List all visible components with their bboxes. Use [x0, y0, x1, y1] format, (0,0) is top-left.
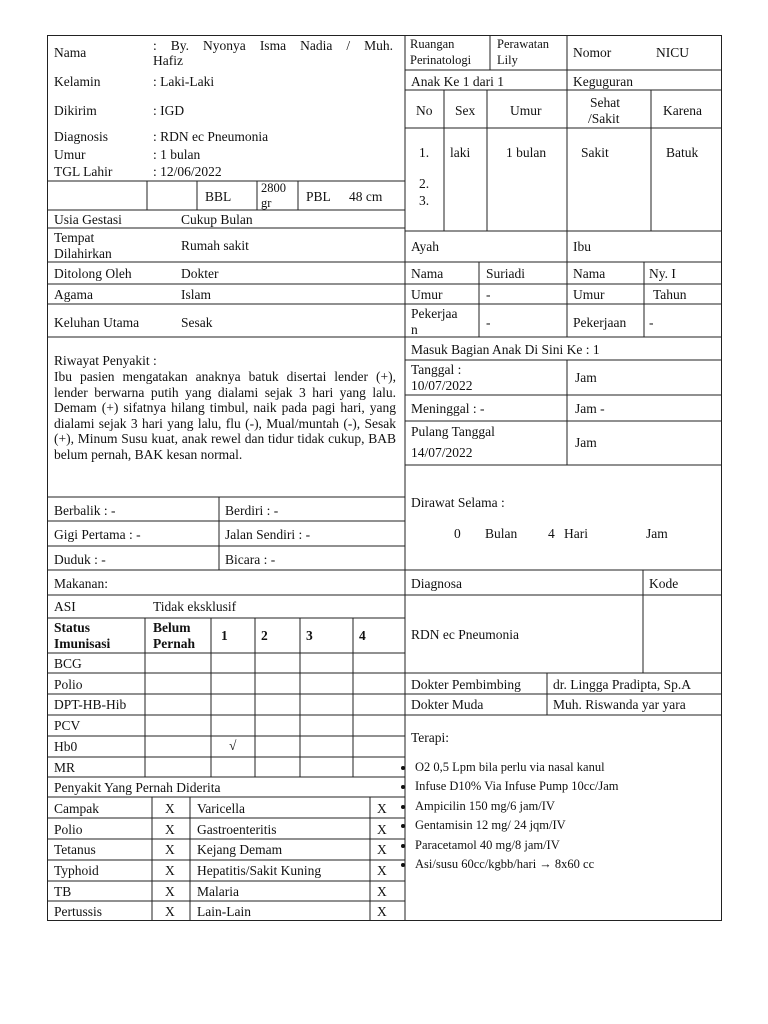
- terapi-item: • O2 0,5 Lpm bila perlu via nasal kanul: [415, 758, 619, 777]
- ayah-nama-label: Nama: [411, 266, 444, 281]
- penyakit-mark: X: [165, 904, 175, 919]
- kode-label: Kode: [649, 576, 679, 591]
- jalan-sendiri: Jalan Sendiri : -: [225, 527, 311, 542]
- terapi-item: • Paracetamol 40 mg/8 jam/IV: [415, 836, 619, 855]
- penyakit-mark: X: [377, 801, 387, 816]
- tempat-label-line1: Tempat: [54, 230, 95, 245]
- terapi-label: Terapi:: [411, 730, 450, 745]
- penyakit-mark: X: [377, 884, 387, 899]
- ruangan-label-line2: Perinatologi: [410, 53, 472, 67]
- bbl-value-line1: 2800: [261, 181, 286, 195]
- terapi-item: • Infuse D10% Via Infuse Pump 10cc/Jam: [415, 777, 619, 796]
- imunisasi-col-4: 4: [359, 628, 366, 643]
- imunisasi-col-1: 1: [221, 628, 228, 643]
- nama-value-line1: : By. Nyonya Isma Nadia / Muh.: [153, 38, 393, 53]
- imunisasi-col-2: 2: [261, 628, 268, 643]
- penyakit-name: Malaria: [197, 884, 239, 899]
- bbl-label: BBL: [205, 189, 232, 204]
- penyakit-name: Polio: [54, 822, 83, 837]
- makanan-label: Makanan:: [54, 576, 108, 591]
- nomor-label: Nomor: [573, 45, 612, 60]
- dirawat-bulan-n: 0: [454, 526, 461, 541]
- nomor-value: NICU: [656, 45, 689, 60]
- tempat-value: Rumah sakit: [181, 238, 249, 253]
- sibling-no: 1.: [419, 145, 430, 160]
- duduk: Duduk : -: [54, 552, 106, 567]
- sibling-header-umur: Umur: [510, 103, 542, 118]
- sibling-status: Sakit: [581, 145, 609, 160]
- dirawat-hari-n: 4: [548, 526, 555, 541]
- dikirim-label: Dikirim: [54, 103, 97, 118]
- terapi-item: • Gentamisin 12 mg/ 24 jqm/IV: [415, 816, 619, 835]
- penyakit-mark: X: [165, 863, 175, 878]
- diagnosa-label: Diagnosa: [411, 576, 462, 591]
- masuk-bagian: Masuk Bagian Anak Di Sini Ke : 1: [411, 342, 600, 357]
- ibu-label: Ibu: [573, 239, 591, 254]
- imunisasi-row-name: BCG: [54, 656, 82, 671]
- ruangan-label-line1: Ruangan: [410, 37, 455, 51]
- sibling-header-no: No: [416, 103, 433, 118]
- penyakit-title: Penyakit Yang Pernah Diderita: [54, 780, 221, 795]
- riwayat-text: Ibu pasien mengatakan anaknya batuk disertai lender (+), lender berwarna putih yang dialami sejak 3 hari yang lalu. Demam (+) sifatnya hilang timbul, naik pada pagi hari, yang dialami sejak 3 hari yang lalu, flu (-), Mual/muntah (-), Sesak (+), Minum Susu kuat, anak rewel dan tidur tidak cukup, BAB belum pernah, BAK kesan normal.: [54, 369, 396, 462]
- ayah-pekerjaan-label-line1: Pekerjaa: [411, 306, 458, 321]
- imunisasi-hb0-check: √: [229, 738, 237, 753]
- bicara: Bicara : -: [225, 552, 276, 567]
- imunisasi-belum-line1: Belum: [153, 620, 191, 635]
- penyakit-name: TB: [54, 884, 72, 899]
- penyakit-name: Gastroenteritis: [197, 822, 277, 837]
- dirawat-label: Dirawat Selama :: [411, 495, 505, 510]
- dokter-pembimbing-value: dr. Lingga Pradipta, Sp.A: [553, 677, 691, 692]
- jam-meninggal: Jam -: [575, 401, 605, 416]
- agama-value: Islam: [181, 287, 211, 302]
- ruangan-value-line1: Perawatan: [497, 37, 550, 51]
- penyakit-name: Varicella: [197, 801, 245, 816]
- penyakit-mark: X: [377, 842, 387, 857]
- penyakit-mark: X: [377, 863, 387, 878]
- sibling-no-2: 2.: [419, 176, 430, 191]
- asi-value: Tidak eksklusif: [153, 599, 237, 614]
- ibu-pekerjaan: -: [649, 315, 654, 330]
- agama-label: Agama: [54, 287, 93, 302]
- keguguran: Keguguran: [573, 74, 633, 89]
- diagnosis-value: : RDN ec Pneumonia: [153, 129, 269, 144]
- pulang-label: Pulang Tanggal: [411, 424, 495, 439]
- ayah-umur-label: Umur: [411, 287, 443, 302]
- tanggal-value: 10/07/2022: [411, 378, 473, 393]
- berdiri: Berdiri : -: [225, 503, 279, 518]
- penyakit-name: Hepatitis/Sakit Kuning: [197, 863, 322, 878]
- kelamin-value: : Laki-Laki: [153, 74, 215, 89]
- diagnosis-label: Diagnosis: [54, 129, 108, 144]
- pbl-value: 48 cm: [349, 189, 383, 204]
- keluhan-label: Keluhan Utama: [54, 315, 140, 330]
- sibling-header-sex: Sex: [455, 103, 476, 118]
- ayah-pekerjaan-label-line2: n: [411, 322, 418, 337]
- jam-masuk: Jam: [575, 370, 597, 385]
- penyakit-mark: X: [165, 822, 175, 837]
- terapi-list: [395, 758, 619, 874]
- dokter-pembimbing-label: Dokter Pembimbing: [411, 677, 521, 692]
- meninggal: Meninggal : -: [411, 401, 485, 416]
- sibling-header-karena: Karena: [663, 103, 702, 118]
- nama-label: Nama: [54, 45, 87, 60]
- dokter-muda-label: Dokter Muda: [411, 697, 484, 712]
- ayah-nama: Suriadi: [486, 266, 525, 281]
- kelamin-label: Kelamin: [54, 74, 101, 89]
- ibu-pekerjaan-label: Pekerjaan: [573, 315, 627, 330]
- terapi-item: • Ampicilin 150 mg/6 jam/IV: [415, 797, 619, 816]
- sibling-sex: laki: [450, 145, 471, 160]
- sibling-umur: 1 bulan: [506, 145, 547, 160]
- umur-label: Umur: [54, 147, 86, 162]
- ibu-umur-label: Umur: [573, 287, 605, 302]
- dirawat-bulan: Bulan: [485, 526, 518, 541]
- terapi-item: • Asi/susu 60cc/kgbb/hari → 8x60 cc: [415, 855, 619, 874]
- anak-ke: Anak Ke 1 dari 1: [411, 74, 504, 89]
- imunisasi-row-name: PCV: [54, 718, 81, 733]
- umur-value: : 1 bulan: [153, 147, 201, 162]
- diagnosa-value: RDN ec Pneumonia: [411, 627, 519, 642]
- imunisasi-row-name: MR: [54, 760, 76, 775]
- ayah-pekerjaan: -: [486, 315, 491, 330]
- jam-pulang: Jam: [575, 435, 597, 450]
- ayah-umur: -: [486, 287, 491, 302]
- sibling-karena: Batuk: [666, 145, 699, 160]
- bbl-value-line2: gr: [261, 196, 272, 210]
- imunisasi-row-name: Hb0: [54, 739, 78, 754]
- penyakit-mark: X: [165, 842, 175, 857]
- ibu-nama: Ny. I: [649, 266, 676, 281]
- usia-gestasi-value: Cukup Bulan: [181, 212, 253, 227]
- ruangan-value-line2: Lily: [497, 53, 518, 67]
- penyakit-name: Typhoid: [54, 863, 99, 878]
- dirawat-jam: Jam: [646, 526, 668, 541]
- usia-gestasi-label: Usia Gestasi: [54, 212, 122, 227]
- pbl-label: PBL: [306, 189, 331, 204]
- sibling-no-3: 3.: [419, 193, 430, 208]
- medical-record-form: [47, 35, 722, 921]
- tanggal-label: Tanggal :: [411, 362, 462, 377]
- penyakit-mark: X: [377, 904, 387, 919]
- imunisasi-row-name: Polio: [54, 677, 83, 692]
- ayah-label: Ayah: [411, 239, 440, 254]
- keluhan-value: Sesak: [181, 315, 213, 330]
- riwayat-title: Riwayat Penyakit :: [54, 353, 157, 368]
- sibling-header-sehat-line2: /Sakit: [588, 111, 620, 126]
- ditolong-value: Dokter: [181, 266, 219, 281]
- ibu-nama-label: Nama: [573, 266, 606, 281]
- penyakit-name: Kejang Demam: [197, 842, 283, 857]
- imunisasi-row-name: DPT-HB-Hib: [54, 697, 127, 712]
- berbalik: Berbalik : -: [54, 503, 116, 518]
- penyakit-name: Tetanus: [54, 842, 96, 857]
- imunisasi-belum-line2: Pernah: [153, 636, 195, 651]
- imunisasi-status-line2: Imunisasi: [54, 636, 111, 651]
- nama-value-line2: Hafiz: [153, 53, 183, 68]
- tempat-label-line2: Dilahirkan: [54, 246, 112, 261]
- dikirim-value: : IGD: [153, 103, 185, 118]
- imunisasi-col-3: 3: [306, 628, 313, 643]
- penyakit-name: Lain-Lain: [197, 904, 251, 919]
- dirawat-hari: Hari: [564, 526, 588, 541]
- tgl-lahir-label: TGL Lahir: [54, 164, 113, 179]
- sibling-header-sehat-line1: Sehat: [590, 95, 620, 110]
- imunisasi-status-line1: Status: [54, 620, 91, 635]
- tgl-lahir-value: : 12/06/2022: [153, 164, 222, 179]
- dokter-muda-value: Muh. Riswanda yar yara: [553, 697, 686, 712]
- penyakit-mark: X: [165, 801, 175, 816]
- penyakit-name: Pertussis: [54, 904, 103, 919]
- penyakit-mark: X: [165, 884, 175, 899]
- penyakit-mark: X: [377, 822, 387, 837]
- penyakit-name: Campak: [54, 801, 99, 816]
- gigi-pertama: Gigi Pertama : -: [54, 527, 141, 542]
- ditolong-label: Ditolong Oleh: [54, 266, 132, 281]
- asi-label: ASI: [54, 599, 76, 614]
- ibu-umur: Tahun: [653, 287, 687, 302]
- pulang-value: 14/07/2022: [411, 445, 473, 460]
